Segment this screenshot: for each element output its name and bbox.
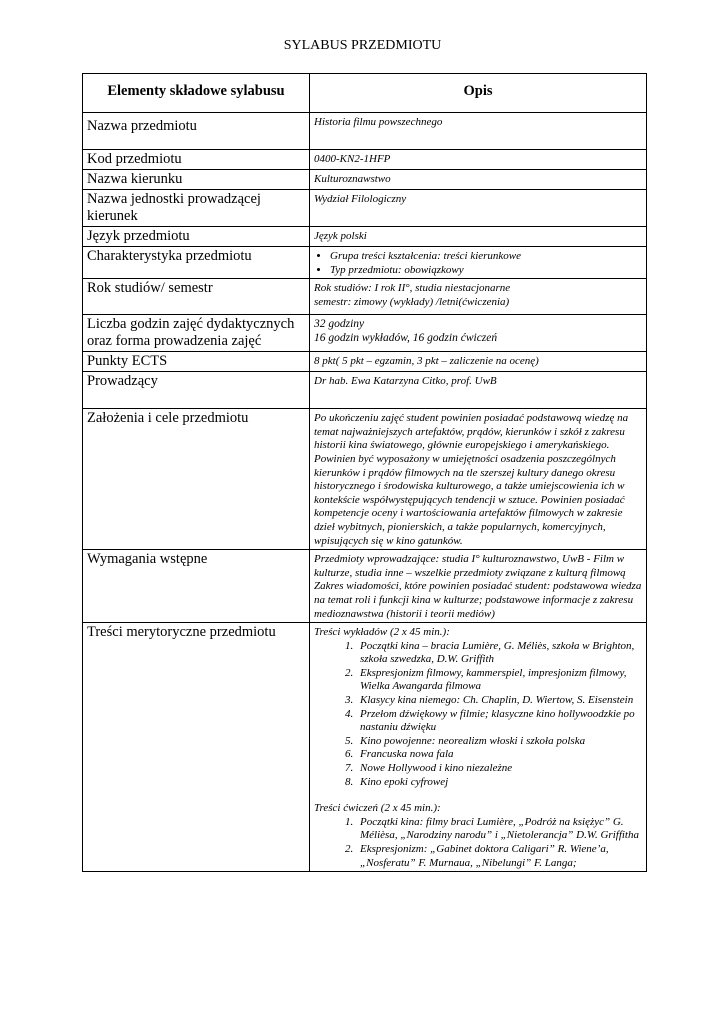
list-item: 8. Kino epoki cyfrowej [356, 776, 642, 790]
row-value: 0400-KN2-1HFP [310, 150, 647, 170]
list-item: • Grupa treści kształcenia: treści kierunkowe [330, 250, 642, 264]
row-label: Treści merytoryczne przedmiotu [83, 623, 310, 872]
list-item: 5. Kino powojenne: neorealizm włoski i szkoła polska [356, 735, 642, 749]
row-label: Prowadzący [83, 372, 310, 409]
document-title: SYLABUS PRZEDMIOTU [283, 38, 442, 53]
table-row [83, 352, 647, 372]
row-value: Przedmioty wprowadzające: studia I° kulturoznawstwo, UwB - Film w kulturze, studia inne – wszelkie przedmioty związane z kulturą filmową Zakres wiadomości, które powinien posiadać student: podstawowa wiedza na temat roli i funkcji kina w kulturze; podstawowe informacje z zakresu medioznawstwa (historii i teorii mediów) [310, 550, 647, 623]
header-elements: Elementy składowe sylabusu [83, 74, 310, 113]
row-value: Dr hab. Ewa Katarzyna Citko, prof. UwB [310, 372, 647, 409]
table-header-row [83, 74, 647, 113]
row-value: 8 pkt( 5 pkt – egzamin, 3 pkt – zaliczenie na ocenę) [310, 352, 647, 372]
list-item: 2. Ekspresjonizm: „Gabinet doktora Caligari” R. Wiene’a, „Nosferatu” F. Murnaua, „Nibelungi” F. Langa; [356, 843, 642, 870]
row-value [310, 623, 647, 872]
row-value: Język polski [310, 227, 647, 247]
table-row [83, 372, 647, 409]
characteristics-list [314, 250, 642, 277]
row-label: Wymagania wstępne [83, 550, 310, 623]
row-label: Język przedmiotu [83, 227, 310, 247]
list-item: 6. Francuska nowa fala [356, 748, 642, 762]
table-row [83, 550, 647, 623]
table-row [83, 113, 647, 150]
table-row [83, 409, 647, 550]
row-label: Nazwa kierunku [83, 170, 310, 190]
row-label: Założenia i cele przedmiotu [83, 409, 310, 550]
table-row [83, 623, 647, 872]
table-row [83, 190, 647, 227]
lectures-title: Treści wykładów (2 x 45 min.): [314, 626, 450, 639]
row-value: Rok studiów: I rok II°, studia niestacjonarne semestr: zimowy (wykłady) /letni(ćwiczenia) [310, 279, 647, 315]
row-value: Po ukończeniu zajęć student powinien posiadać podstawową wiedzę na temat najważniejszych artefaktów, prądów, kierunków i szkół z zakresu historii kina światowego, głównie europejskiego i amerykańskiego. Powinien być wyposażony w umiejętności osadzenia poszczególnych kierunków i prądów filmowych na tle szerszej kultury danego okresu historycznego i środowiska kulturowego, a także umiejscowienia ich w kontekście współwystępujących tendencji w sztuce. Powinien posiadać kompetencje oceny i wartościowania artefaktów filmowych w zakresie dzieł wybitnych, pionierskich, a także popularnych, komercyjnych, wpisujących się w kino gatunków. [310, 409, 647, 550]
list-item: 1. Początki kina: filmy braci Lumière, „Podróż na księżyc” G. Mélièsa, „Narodziny narodu” i „Nietolerancja” D.W. Griffitha [356, 816, 642, 843]
header-description: Opis [310, 74, 647, 113]
list-item: 2. Ekspresjonizm filmowy, kammerspiel, impresjonizm filmowy, Wielka Awangarda filmowa [356, 667, 642, 694]
row-label: Punkty ECTS [83, 352, 310, 372]
table-row [83, 170, 647, 190]
list-item: • Typ przedmiotu: obowiązkowy [330, 264, 642, 278]
list-item: 7. Nowe Hollywood i kino niezależne [356, 762, 642, 776]
row-value: Wydział Filologiczny [310, 190, 647, 227]
row-label: Charakterystyka przedmiotu [83, 247, 310, 279]
table-row [83, 279, 647, 315]
row-value: Historia filmu powszechnego [310, 113, 647, 150]
list-item: 3. Klasycy kina niemego: Ch. Chaplin, D. Wiertow, S. Eisenstein [356, 694, 642, 708]
row-label: Liczba godzin zajęć dydaktycznych oraz forma prowadzenia zajęć [83, 315, 310, 352]
row-value: 32 godziny 16 godzin wykładów, 16 godzin ćwiczeń [310, 315, 647, 352]
row-value: Kulturoznawstwo [310, 170, 647, 190]
exercises-title: Treści ćwiczeń (2 x 45 min.): [314, 802, 441, 815]
table-row [83, 315, 647, 352]
lectures-list [314, 640, 642, 790]
table-row [83, 227, 647, 247]
row-label: Nazwa jednostki prowadzącej kierunek [83, 190, 310, 227]
row-label: Rok studiów/ semestr [83, 279, 310, 315]
row-value [310, 247, 647, 279]
syllabus-table [82, 73, 647, 872]
list-item: 4. Przełom dźwiękowy w filmie; klasyczne kino hollywoodzkie po nastaniu dźwięku [356, 708, 642, 735]
row-label: Kod przedmiotu [83, 150, 310, 170]
exercises-list [314, 816, 642, 870]
row-label: Nazwa przedmiotu [83, 113, 310, 150]
table-row [83, 150, 647, 170]
list-item: 1. Początki kina – bracia Lumière, G. Méliès, szkoła w Brighton, szkoła szwedzka, D.W. Griffith [356, 640, 642, 667]
table-row [83, 247, 647, 279]
